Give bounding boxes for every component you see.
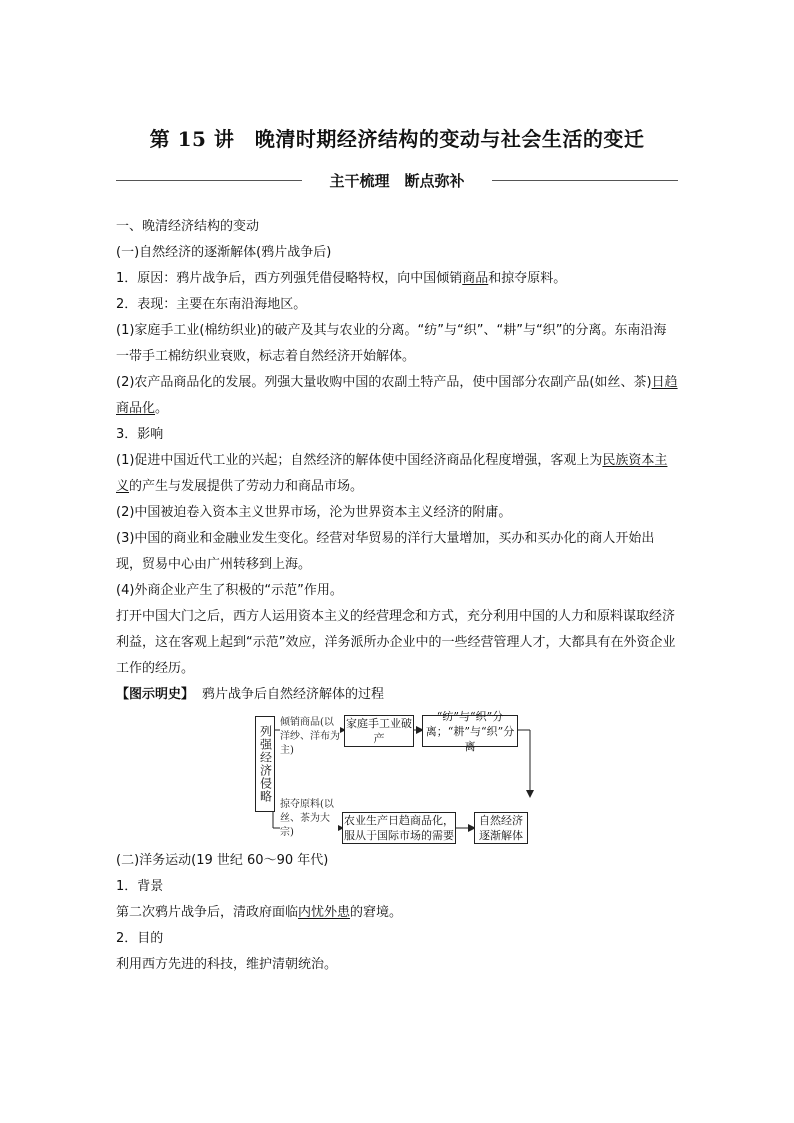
- paragraph-commercialization: [116, 370, 678, 422]
- underlined-term: 日趋商品化: [116, 375, 678, 416]
- text: 的产生与发展提供了劳动力和商品市场。: [129, 479, 364, 494]
- section-header: [116, 170, 678, 192]
- text: (2)农产品商品化的发展。列强大量收购中国的农副土特产品，使中国部分农副产品(如丝、茶): [116, 375, 652, 390]
- heading-1: 一、晚清经济结构的变动: [116, 219, 260, 234]
- page-title: 第 15 讲 晚清时期经济结构的变动与社会生活的变迁: [149, 127, 645, 151]
- text: 。: [155, 401, 169, 416]
- paragraph-background-heading: 1．背景: [116, 879, 164, 894]
- paragraph-impact-1: [116, 448, 678, 500]
- subheading-westernization: (二)洋务运动(19 世纪 60～90 年代): [116, 853, 329, 868]
- figure-title: 鸦片战争后自然经济解体的过程: [202, 687, 385, 702]
- diagram-box-natural-economy-collapse: 自然经济逐渐解体: [474, 812, 528, 844]
- diagram-box-imperialist-aggression: 列强经济侵略: [255, 716, 275, 812]
- divider-line-left: [116, 180, 302, 181]
- divider-line-right: [492, 180, 678, 181]
- paragraph-handicraft: (1)家庭手工业(棉纺织业)的破产及其与农业的分离。“纺”与“织”、“耕”与“织”的分离。东南沿海一带手工棉纺织业衰败，标志着自然经济开始解体。: [116, 323, 667, 364]
- paragraph-impact-heading: 3．影响: [116, 427, 164, 442]
- paragraph-impact-3: (3)中国的商业和金融业发生变化。经营对华贸易的洋行大量增加，买办和买办化的商人开始出现，贸易中心由广州转移到上海。: [116, 531, 655, 572]
- diagram-box-family-handicraft: 家庭手工业破产: [346, 717, 412, 745]
- text: 的窘境。: [350, 905, 403, 920]
- flow-diagram: [116, 710, 678, 846]
- text: 第二次鸦片战争后，清政府面临: [116, 905, 299, 920]
- diagram-label-dumping-goods: 倾销商品(以洋纱、洋布为主): [280, 717, 340, 756]
- subheading-natural-economy: (一)自然经济的逐渐解体(鸦片战争后): [116, 245, 332, 260]
- figure-tag: 【图示明史】: [116, 687, 195, 702]
- paragraph-purpose: 利用西方先进的科技，维护清朝统治。: [116, 957, 338, 972]
- paragraph-impact-2: (2)中国被迫卷入资本主义世界市场，沦为世界资本主义经济的附庸。: [116, 505, 512, 520]
- paragraph-manifestation: 2．表现：主要在东南沿海地区。: [116, 297, 307, 312]
- underlined-term: 商品: [462, 271, 489, 286]
- diagram-box-separation: “纺”与“织”分离；“耕”与“织”分离: [422, 715, 518, 747]
- text: 1．原因：鸦片战争后，西方列强凭借侵略特权，向中国倾销: [116, 271, 463, 286]
- paragraph-impact-4-detail: 打开中国大门之后，西方人运用资本主义的经营理念和方式，充分利用中国的人力和原料谋取经济利益，这在客观上起到“示范”效应，洋务派所办企业中的一些经营管理人才，大都具有在外资企业工作的经历。: [116, 609, 676, 676]
- diagram-label-plunder-materials: 掠夺原料(以丝、茶为大宗): [280, 798, 338, 840]
- paragraph-impact-4: (4)外商企业产生了积极的“示范”作用。: [116, 583, 343, 598]
- paragraph-cause: [116, 266, 678, 292]
- diagram-box-agri-commercialization: 农业生产日趋商品化，服从于国际市场的需要: [344, 814, 454, 842]
- paragraph-background: [116, 900, 678, 926]
- underlined-term: 民族资本主义: [116, 453, 668, 494]
- figure-caption: [116, 682, 678, 708]
- underlined-term: 内忧外患: [298, 905, 351, 920]
- text: 和掠夺原料。: [488, 271, 567, 286]
- main-content: [116, 214, 678, 978]
- section-header-label: 主干梳理 断点弥补: [329, 172, 465, 190]
- text: (1)促进中国近代工业的兴起；自然经济的解体使中国经济商品化程度增强，客观上为: [116, 453, 603, 468]
- paragraph-purpose-heading: 2．目的: [116, 931, 164, 946]
